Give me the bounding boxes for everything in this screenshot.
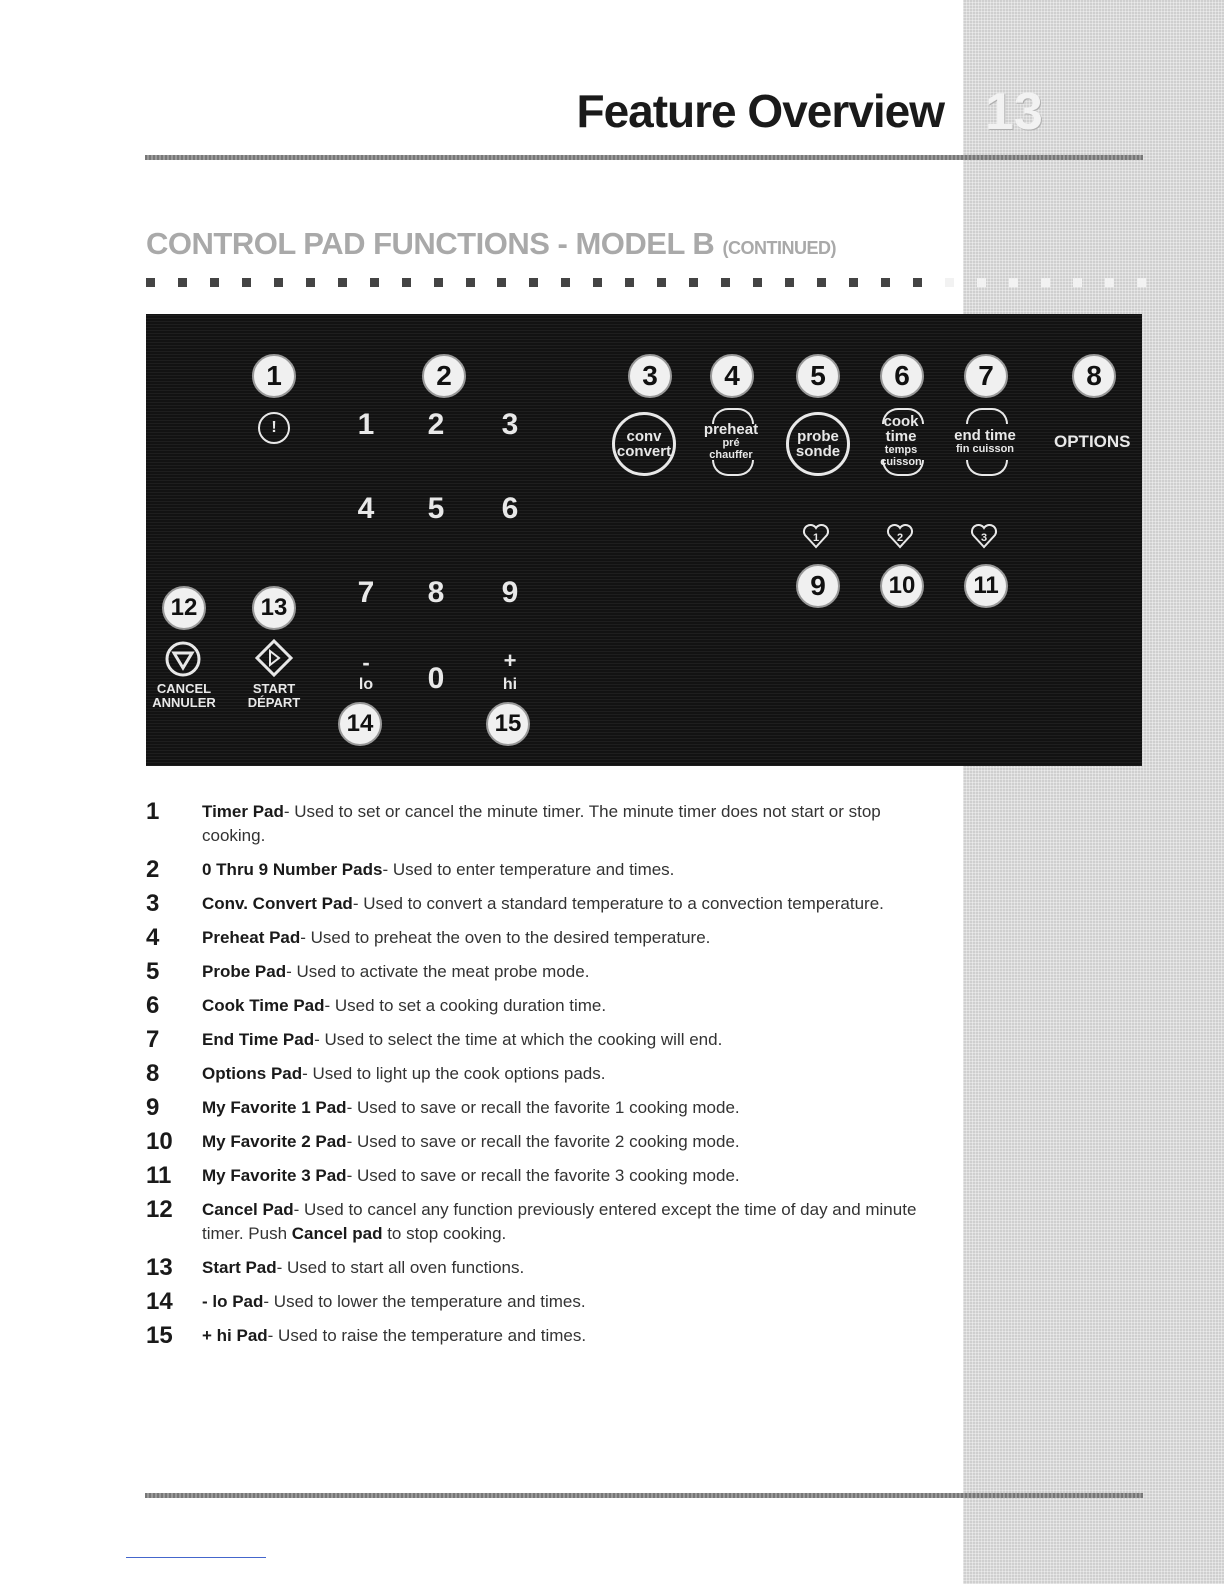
- callout-11: 11: [964, 564, 1008, 608]
- list-item: [146, 1130, 946, 1154]
- section-title: [146, 226, 836, 262]
- favorite-3-label: 3: [980, 532, 988, 544]
- cancel-pad[interactable]: [148, 682, 220, 710]
- item-number: 4: [146, 924, 160, 951]
- item-text: - Used to save or recall the favorite 2 cooking mode.: [346, 1132, 740, 1151]
- favorite-3-pad[interactable]: [970, 522, 998, 550]
- number-pad-0[interactable]: 0: [427, 662, 445, 695]
- item-number: 14: [146, 1288, 173, 1315]
- start-pad[interactable]: [238, 682, 310, 710]
- conv-convert-pad[interactable]: [612, 412, 676, 476]
- item-title: End Time Pad: [202, 1030, 315, 1049]
- number-pad-2[interactable]: 2: [427, 408, 445, 441]
- item-title-2: Cancel pad: [291, 1224, 383, 1243]
- list-item: [146, 1290, 946, 1314]
- item-number: 12: [146, 1196, 173, 1223]
- preheat-label: preheat: [703, 420, 759, 438]
- list-item: [146, 1324, 946, 1348]
- fin-cuisson-label: fin cuisson: [955, 442, 1015, 455]
- item-text: - Used to select the time at which the cooking will end.: [314, 1030, 723, 1049]
- conv-label: conv: [626, 428, 662, 445]
- item-number: 11: [146, 1162, 172, 1189]
- callout-15: 15: [486, 702, 530, 746]
- end-time-label: end time: [954, 426, 1016, 444]
- item-number: 10: [146, 1128, 173, 1155]
- item-title: 0 Thru 9 Number Pads: [202, 860, 383, 879]
- item-title: Timer Pad: [202, 802, 284, 821]
- callout-12: 12: [162, 586, 206, 630]
- list-item: [146, 892, 946, 916]
- start-label: START: [252, 681, 296, 696]
- item-text: - Used to preheat the oven to the desired temperature.: [300, 928, 711, 947]
- callout-1: 1: [252, 354, 296, 398]
- item-text: - Used to activate the meat probe mode.: [286, 962, 590, 981]
- footer-line: [126, 1557, 266, 1558]
- list-item: [146, 1164, 946, 1188]
- favorite-1-pad[interactable]: [802, 522, 830, 550]
- dot-divider: [146, 278, 1146, 290]
- control-panel-image: [146, 314, 1142, 766]
- item-title: Probe Pad: [202, 962, 287, 981]
- item-title: Cancel Pad: [202, 1200, 294, 1219]
- list-item: [146, 960, 946, 984]
- side-tab-strip: [963, 0, 1224, 1584]
- timer-icon[interactable]: !: [258, 412, 290, 444]
- preheat-pad[interactable]: [696, 410, 766, 472]
- item-title: Start Pad: [202, 1258, 277, 1277]
- item-text: - Used to save or recall the favorite 1 cooking mode.: [346, 1098, 740, 1117]
- item-title: My Favorite 1 Pad: [202, 1098, 347, 1117]
- item-title: Preheat Pad: [202, 928, 301, 947]
- hi-pad[interactable]: hi: [502, 676, 518, 693]
- favorite-2-pad[interactable]: [886, 522, 914, 550]
- convert-label: convert: [616, 443, 672, 460]
- item-text: - Used to convert a standard temperature to a convection temperature.: [352, 894, 884, 913]
- item-title: Options Pad: [202, 1064, 303, 1083]
- number-pad-4[interactable]: 4: [357, 492, 375, 525]
- list-item: [146, 1096, 946, 1120]
- item-title: - lo Pad: [202, 1292, 264, 1311]
- item-text: - Used to start all oven functions.: [276, 1258, 525, 1277]
- item-number: 15: [146, 1322, 173, 1349]
- callout-14: 14: [338, 702, 382, 746]
- callout-7: 7: [964, 354, 1008, 398]
- pad-descriptions: [146, 800, 946, 1358]
- number-pad-3[interactable]: 3: [501, 408, 519, 441]
- callout-2: 2: [422, 354, 466, 398]
- options-pad[interactable]: OPTIONS: [1054, 432, 1131, 451]
- item-number: 1: [146, 798, 160, 825]
- list-item: [146, 1198, 946, 1246]
- number-pad-8[interactable]: 8: [427, 576, 445, 609]
- pre-label: pré: [722, 436, 740, 449]
- cook-time-pad[interactable]: [866, 410, 936, 472]
- list-item: [146, 994, 946, 1018]
- list-item: [146, 926, 946, 950]
- section-continued: (CONTINUED): [722, 238, 836, 258]
- list-item: [146, 858, 946, 882]
- list-item: [146, 1062, 946, 1086]
- plus-sign: +: [503, 648, 517, 673]
- item-number: 9: [146, 1094, 160, 1121]
- start-icon[interactable]: [254, 638, 294, 678]
- callout-8: 8: [1072, 354, 1116, 398]
- item-number: 6: [146, 992, 160, 1019]
- favorite-2-label: 2: [896, 532, 904, 544]
- item-text: - Used to enter temperature and times.: [382, 860, 675, 879]
- item-title: My Favorite 3 Pad: [202, 1166, 347, 1185]
- item-title: Cook Time Pad: [202, 996, 325, 1015]
- callout-4: 4: [710, 354, 754, 398]
- number-pad-5[interactable]: 5: [427, 492, 445, 525]
- page-title: Feature Overview: [576, 85, 944, 137]
- list-item: [146, 1256, 946, 1280]
- item-title: My Favorite 2 Pad: [202, 1132, 347, 1151]
- header-rule: [145, 155, 1143, 160]
- item-title: + hi Pad: [202, 1326, 268, 1345]
- item-text: - Used to lower the temperature and times.: [263, 1292, 586, 1311]
- number-pad-6[interactable]: 6: [501, 492, 519, 525]
- item-number: 7: [146, 1026, 160, 1053]
- number-pad-1[interactable]: 1: [357, 408, 375, 441]
- chauffer-label: chauffer: [709, 448, 753, 461]
- list-item: [146, 800, 946, 848]
- cuisson-label: cuisson: [880, 456, 922, 468]
- number-pad-7[interactable]: 7: [357, 576, 375, 609]
- item-text: - Used to save or recall the favorite 3 cooking mode.: [346, 1166, 740, 1185]
- depart-label: DÉPART: [247, 695, 301, 710]
- probe-label: probe: [797, 428, 839, 445]
- minus-sign: -: [362, 650, 370, 675]
- end-time-pad[interactable]: [950, 410, 1020, 472]
- item-text: - Used to light up the cook options pads.: [302, 1064, 606, 1083]
- item-text: - Used to cancel any function previously entered except the time of day and minute timer. Push: [202, 1200, 917, 1243]
- page-number: 13: [985, 83, 1043, 141]
- callout-3: 3: [628, 354, 672, 398]
- item-text: - Used to set a cooking duration time.: [324, 996, 607, 1015]
- probe-pad[interactable]: [786, 412, 850, 476]
- callout-13: 13: [252, 586, 296, 630]
- item-text-2: to stop cooking.: [382, 1224, 507, 1243]
- item-number: 13: [146, 1254, 173, 1281]
- annuler-label: ANNULER: [152, 695, 216, 710]
- callout-9: 9: [796, 564, 840, 608]
- cancel-icon[interactable]: [164, 640, 202, 678]
- item-text: - Used to set or cancel the minute timer. The minute timer does not start or stop cooking.: [202, 802, 881, 845]
- item-title: Conv. Convert Pad: [202, 894, 353, 913]
- item-number: 2: [146, 856, 160, 883]
- footer-rule: [145, 1493, 1143, 1498]
- item-number: 5: [146, 958, 160, 985]
- callout-5: 5: [796, 354, 840, 398]
- temps-label: temps: [884, 444, 918, 456]
- item-number: 3: [146, 890, 160, 917]
- item-number: 8: [146, 1060, 160, 1087]
- cook-time-label: cook time: [883, 413, 919, 445]
- item-text: - Used to raise the temperature and times.: [267, 1326, 587, 1345]
- lo-pad[interactable]: lo: [358, 676, 374, 693]
- sonde-label: sonde: [795, 443, 841, 460]
- list-item: [146, 1028, 946, 1052]
- callout-6: 6: [880, 354, 924, 398]
- number-pad-9[interactable]: 9: [501, 576, 519, 609]
- cancel-label: CANCEL: [156, 681, 212, 696]
- section-title-text: CONTROL PAD FUNCTIONS - MODEL B: [146, 226, 715, 261]
- favorite-1-label: 1: [812, 532, 820, 544]
- callout-10: 10: [880, 564, 924, 608]
